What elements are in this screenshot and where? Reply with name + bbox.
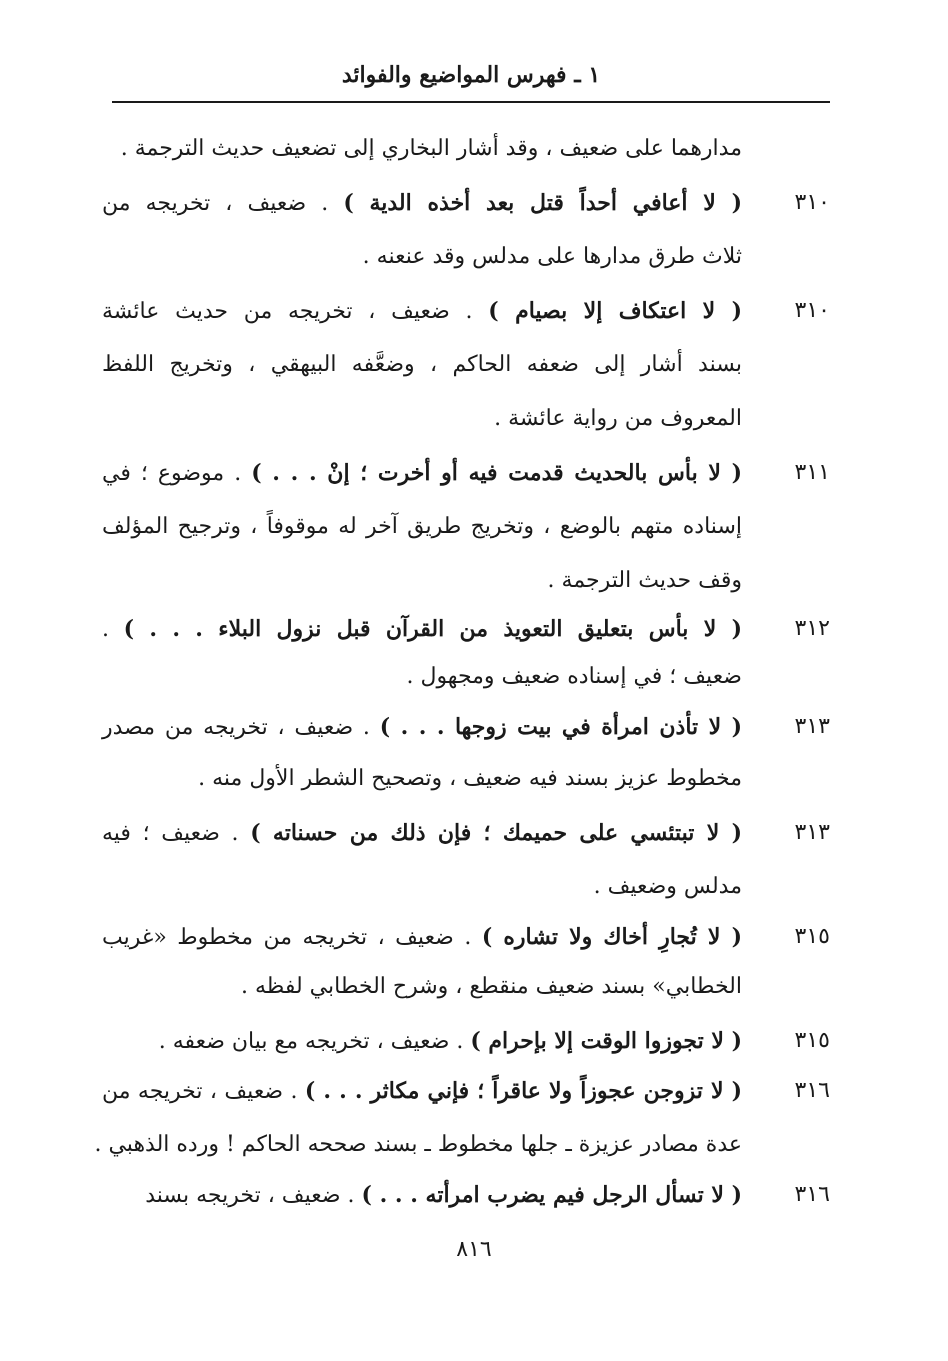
- entry-text: ثلاث طرق مدارها على مدلس وقد عنعنه .: [362, 244, 742, 269]
- entry-first-line: [102, 1076, 742, 1107]
- entry-first-line: [102, 614, 742, 645]
- entry-page-number: ٣١٥: [794, 1028, 830, 1053]
- entry-text: . ضعيف ، تخريجه مع بيان ضعفه .: [158, 1029, 471, 1054]
- entry-text: مخطوط عزيز بسند فيه ضعيف ، وتصحيح الشطر الأول منه .: [198, 766, 742, 791]
- entry-first-line: [102, 818, 742, 849]
- entry-text: الخطابي» بسند ضعيف منقطع ، وشرح الخطابي لفظه .: [241, 974, 742, 999]
- entry-page-number: ٣١٣: [794, 714, 830, 739]
- entry-continuation-line: [102, 512, 742, 542]
- hadith-heading: ( لا بأس بتعليق التعويذ من القرآن قبل نزول البلاء . . . ): [123, 616, 742, 642]
- entry-page-number: ٣١٠: [794, 298, 830, 323]
- hadith-heading: ( لا تأذن امرأة في بيت زوجها . . . ): [379, 714, 743, 740]
- entry-first-line: [102, 922, 742, 953]
- entry-first-line: [102, 1026, 742, 1057]
- page-number: ٨١٦: [456, 1237, 492, 1262]
- entry-continuation-line: [102, 872, 742, 902]
- entry-text: . موضوع ؛ في: [102, 461, 252, 486]
- entry-text: . ضعيف ، تخريجه من: [102, 1079, 305, 1104]
- entry-continuation-line: [102, 242, 742, 272]
- entry-text: . ضعيف ، تخريجه من مصدر: [102, 715, 380, 740]
- entry-continuation-line: [102, 566, 742, 596]
- entry-text: المعروف من رواية عائشة .: [494, 406, 742, 431]
- entry-text: . ضعيف ، تخريجه من: [102, 191, 344, 216]
- entry-text: . ضعيف ؛ فيه: [102, 821, 251, 846]
- entry-text: . ضعيف ، تخريجه من مخطوط «غريب: [102, 925, 482, 950]
- hadith-heading: ( لا أعافي أحداً قتل بعد أخذه الدية ): [343, 190, 742, 216]
- entry-text: مدلس وضعيف .: [593, 874, 742, 899]
- entry-text: وقف حديث الترجمة .: [547, 568, 742, 593]
- entry-text: . ضعيف ، تخريجه من حديث عائشة: [102, 299, 489, 324]
- entry-first-line: [102, 296, 742, 327]
- entry-page-number: ٣١٦: [794, 1182, 830, 1207]
- entry-page-number: ٣١٣: [794, 820, 830, 845]
- entry-first-line: [102, 712, 742, 743]
- entry-page-number: ٣١١: [794, 460, 830, 485]
- running-header: ١ ـ فهرس المواضيع والفوائد: [341, 62, 601, 88]
- entry-text: إسناده متهم بالوضع ، وتخريج طريق آخر له موقوفاً ، وترجيح المؤلف: [102, 514, 742, 539]
- hadith-heading: ( لا تُجارِ أخاك ولا تشاره ): [481, 924, 742, 950]
- entry-first-line: [102, 188, 742, 219]
- hadith-heading: ( لا بأس بالحديث قدمت فيه أو أخرت ؛ إنْ . . . ): [251, 460, 743, 486]
- entry-continuation-line: [102, 764, 742, 794]
- entry-first-line: [102, 134, 742, 164]
- entry-page-number: ٣١٢: [794, 616, 830, 641]
- header-divider: [112, 101, 830, 103]
- entry-page-number: ٣١٥: [794, 924, 830, 949]
- entry-continuation-line: [102, 662, 742, 692]
- entry-text: بسند أشار إلى ضعفه الحاكم ، وضعَّفه البيهقي ، وتخريج اللفظ: [102, 352, 742, 377]
- hadith-heading: ( لا تسأل الرجل فيم يضرب امرأته . . . ): [361, 1182, 742, 1208]
- hadith-heading: ( لا تبتئسي على حميمك ؛ فإن ذلك من حسناته ): [250, 820, 742, 846]
- entry-continuation-line: [102, 972, 742, 1002]
- entry-first-line: [102, 458, 742, 489]
- entry-continuation-line: [102, 404, 742, 434]
- entry-page-number: ٣١٠: [794, 190, 830, 215]
- entry-page-number: ٣١٦: [794, 1078, 830, 1103]
- entry-text: .: [102, 617, 124, 642]
- hadith-heading: ( لا تزوجن عجوزاً ولا عاقراً ؛ فإني مكاثر . . . ): [304, 1078, 742, 1104]
- hadith-heading: ( لا اعتكاف إلا بصيام ): [488, 298, 742, 324]
- hadith-heading: ( لا تجوزوا الوقت إلا بإحرام ): [470, 1028, 742, 1054]
- entry-continuation-line: [102, 350, 742, 380]
- entry-text: ضعيف ؛ في إسناده ضعيف ومجهول .: [406, 664, 742, 689]
- entry-continuation-line: [94, 1130, 742, 1160]
- entry-text: عدة مصادر عزيزة ـ جلها مخطوط ـ بسند صححه الحاكم ! ورده الذهبي .: [94, 1132, 742, 1157]
- entry-first-line: [102, 1180, 742, 1211]
- entry-text: . ضعيف ، تخريجه بسند: [145, 1183, 362, 1208]
- entry-text: مدارهما على ضعيف ، وقد أشار البخاري إلى تضعيف حديث الترجمة .: [120, 136, 742, 161]
